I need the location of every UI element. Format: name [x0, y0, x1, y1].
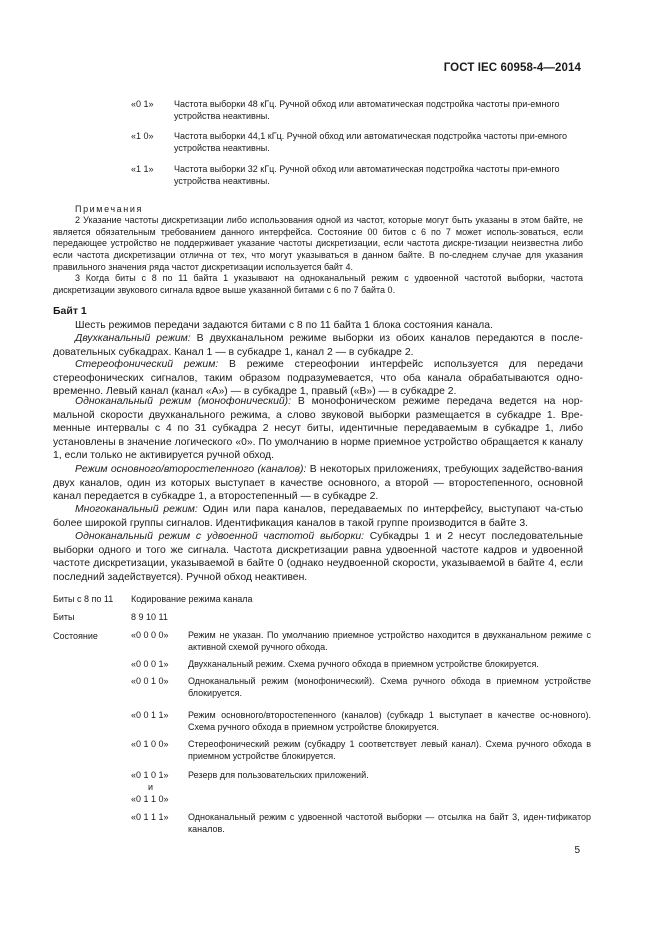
- byte1-intro: Шесть режимов передачи задаются битами с 8 по 11 байта 1 блока состояния канала.: [75, 320, 493, 331]
- table-row: [131, 812, 591, 835]
- note-3: 3 Когда биты с 8 по 11 байта 1 указывают на одноканальный режим с удвоенной частотой выборки, частота дискретизации звукового сигнала вдвое выше указанной битами с 6 по 7 байта 0.: [53, 273, 583, 295]
- freq-row: [131, 130, 591, 154]
- mode-name: Одноканальный режим (монофонический):: [75, 396, 292, 407]
- mode-description: Одноканальный режим с удвоенной частотой выборки — отсылка на байт 3, иден-тификатор каналов.: [188, 812, 591, 834]
- mode-paragraph: [53, 358, 583, 399]
- table-bits-row-label: Биты: [53, 612, 75, 622]
- mode-paragraph: [53, 332, 583, 359]
- mode-text: Один или пара каналов, передаваемых по интерфейсу, выступают ча-стью более широкой группы сигналов. Идентификация каналов в такой группе производится в байте 3.: [53, 504, 583, 529]
- mode-name: Многоканальный режим:: [75, 504, 198, 515]
- standard-header: ГОСТ IEC 60958-4—2014: [443, 62, 581, 74]
- table-row: [131, 676, 591, 699]
- table-row: [131, 659, 591, 671]
- mode-code: «0 1 0 0»: [131, 739, 169, 749]
- freq-code: «0 1»: [131, 99, 154, 109]
- mode-paragraph: [53, 395, 583, 463]
- mode-name: Одноканальный режим с удвоенной частотой выборки:: [75, 531, 365, 542]
- mode-code: «0 0 1 0»: [131, 676, 169, 686]
- freq-text: Частота выборки 32 кГц. Ручной обход или автоматическая подстройка частоты при-емного устройства неактивны.: [174, 164, 560, 186]
- table-row: [131, 630, 591, 653]
- mode-text: В режиме стереофонии интерфейс используется для передачи стереофонических сигналов, таким образом подразумевается, что оба канала обрабатываются одно-временно. Левый канал (канал «А») — в субкадре 1, правый («В») — в субкадре 2.: [53, 359, 584, 397]
- mode-description: Стереофонический режим (субкадру 1 соответствует левый канал). Схема ручного обхода в приемном устройстве блокируется.: [188, 739, 591, 761]
- mode-description: Режим основного/второстепенного (каналов) (субкадр 1 выступает в качестве ос-новного). Схема ручного обхода в приемном устройстве блокируется.: [188, 710, 591, 732]
- mode-paragraph: [53, 530, 583, 584]
- mode-description: Режим не указан. По умолчанию приемное устройство находится в двухканальном режиме с активной схемой ручного обхода.: [188, 630, 591, 652]
- mode-code: «0 0 1 1»: [131, 710, 169, 720]
- mode-text: В некоторых приложениях, требующих задейство-вания двух каналов, один из которых выступает в качестве основного, а второй — второстепенного, основной канал передается в субкадре 1, а второстепенный — в субкадре 2.: [53, 464, 584, 502]
- section-title-byte1: Байт 1: [53, 305, 87, 317]
- freq-row: [131, 163, 591, 187]
- mode-description: Одноканальный режим (монофонический). Схема ручного обхода в приемном устройстве блокируется.: [188, 676, 591, 698]
- page-number: 5: [574, 845, 580, 856]
- mode-paragraph: [53, 463, 583, 504]
- note-2: 2 Указание частоты дискретизации либо использования одной из частот, которые могут быть указаны в этом байте, не является обязательным требованием данного интерфейса. Состояние 00 битов с 6 по 7 может исполь-зоваться, если передающее устройство не поддерживает указание частоты дискретизации, если частота дискре-тизации неизвестна либо если частота дискретизации отлична от тех, что могут указываться в данном байте. В по-следнем случае для указания правильного значения ряда частот дискретизации используется байт 4.: [53, 215, 583, 272]
- freq-code: «1 0»: [131, 131, 154, 141]
- mode-code: «0 1 0 1»: [131, 770, 169, 780]
- table-bits-desc: Кодирование режима канала: [131, 594, 253, 604]
- table-row: [131, 710, 591, 733]
- mode-code: «0 1 1 0»: [131, 794, 169, 804]
- freq-row: [131, 98, 591, 122]
- table-row: [131, 770, 591, 782]
- mode-name: Стереофонический режим:: [75, 359, 219, 370]
- notes-title: Примечания: [75, 204, 143, 214]
- freq-text: Частота выборки 44,1 кГц. Ручной обход или автоматическая подстройка частоты при-емного устройства неактивны.: [174, 131, 568, 153]
- table-state-label: Состояние: [53, 631, 98, 641]
- table-row: [131, 739, 591, 762]
- table-bits-numbers: 8 9 10 11: [131, 612, 168, 622]
- mode-code: «0 0 0 0»: [131, 630, 169, 640]
- mode-text: Субкадры 1 и 2 несут последовательные выборки одного и того же сигнала. Частота дискретизации равна удвоенной частоте кадров и удвоенной частоте дискретизации, указываемой в байте 0 (однако неудвоенной скорости, указываемой в байте 4, если последний задействуется). Ручной обход неактивен.: [53, 531, 583, 583]
- mode-description: Резерв для пользовательских приложений.: [188, 770, 369, 780]
- mode-paragraph: [53, 503, 583, 530]
- mode-name: Режим основного/второстепенного (каналов):: [75, 464, 307, 475]
- freq-text: Частота выборки 48 кГц. Ручной обход или автоматическая подстройка частоты при-емного устройства неактивны.: [174, 99, 560, 121]
- mode-text: В монофоническом режиме передача ведется на нор-мальной скорости двухканального режима, а слово звуковой выборки размещается в субкадре 1. Вре-менные интервалы с 4 по 31 субкадра 2 несут биты, идентичные передаваемым в субкадре 1, либо установлены в значение логического «0». По умолчанию в норме приемное устройство обращается к каналу 1, если только не активируется ручной обход.: [53, 396, 583, 461]
- table-bits-label: Биты с 8 по 11: [53, 594, 114, 604]
- mode-description: Двухканальный режим. Схема ручного обхода в приемном устройстве блокируется.: [188, 659, 539, 669]
- freq-code: «1 1»: [131, 164, 154, 174]
- mode-name: Двухканальный режим:: [75, 333, 191, 344]
- mode-code: «0 0 0 1»: [131, 659, 169, 669]
- mode-code-conjunction: и: [148, 782, 154, 792]
- mode-text: В двухканальном режиме выборки из обоих каналов передаются в после-довательных субкадрах. Канал 1 — в субкадре 1, канал 2 — в субкадре 2.: [53, 333, 583, 358]
- mode-code: «0 1 1 1»: [131, 812, 169, 822]
